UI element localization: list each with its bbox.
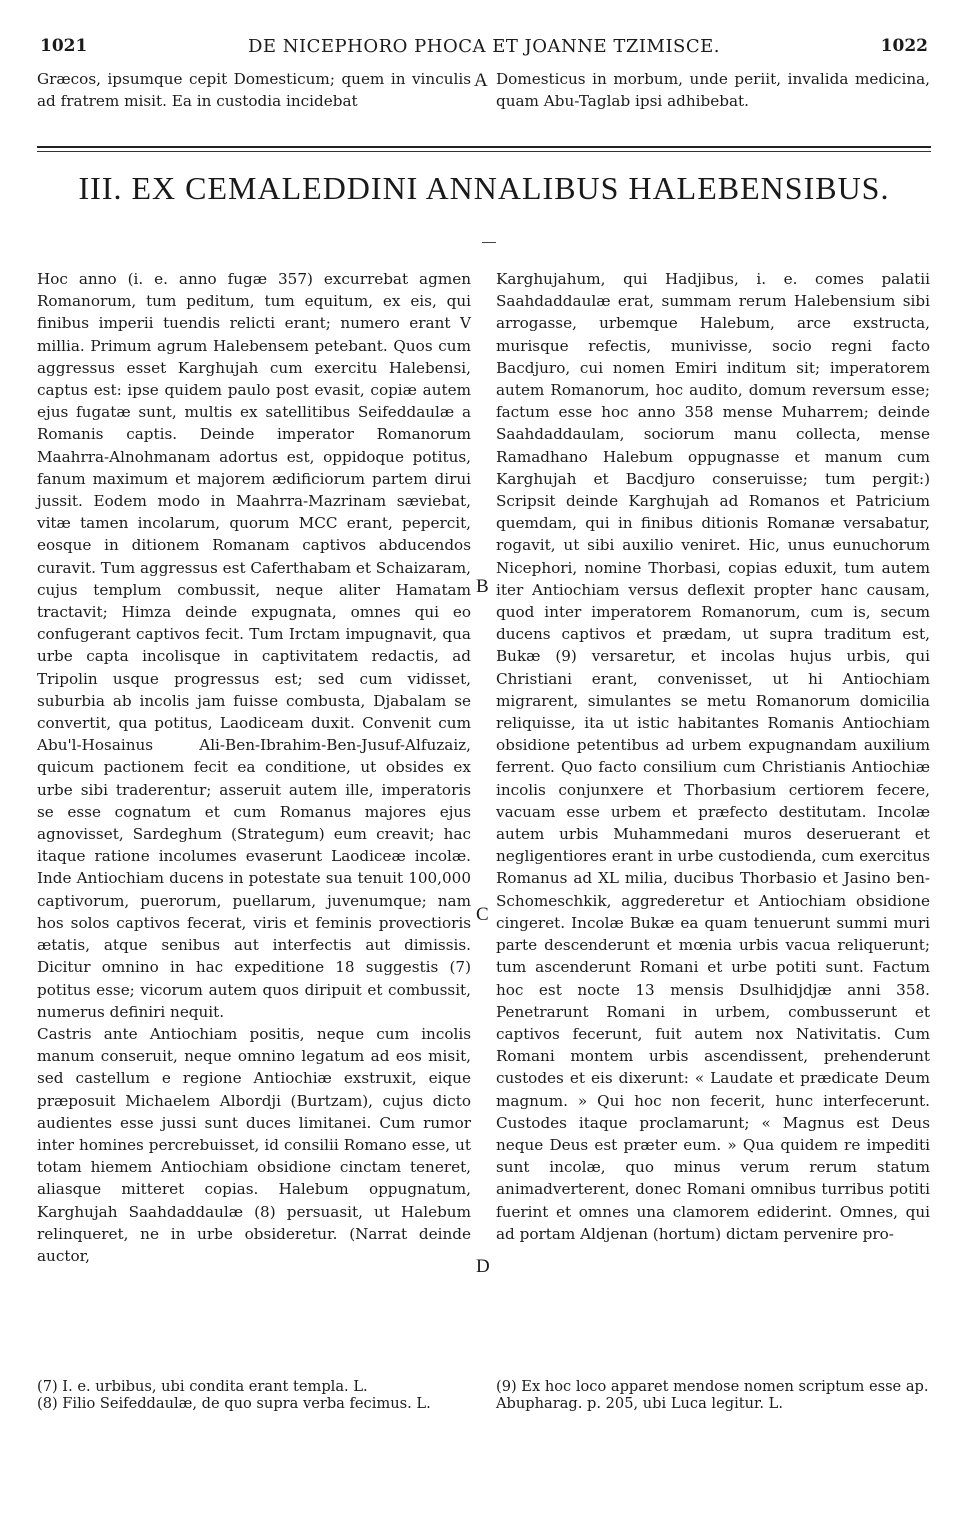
body-left-paragraph-1: Hoc anno (i. e. anno fugæ 357) excurrebat agmen Romanorum, tum peditum, tum equitum, ex eis, qui finibus imperii tuendis relicti erant; numero erant V millia. Primum agrum Halebensem petebant. Quos cum aggressus esset Karghujah cum exercitu Halebensi, captus est: ipse quidem paulo post evasit, copiæ autem ejus fugatæ sunt, multis ex satellitibus Seifeddaulæ a Romanis captis. Deinde imperator Romanorum Maahrra-Alnohmanam adortus est, oppidoque potitus, fanum maximum et majorem ædificiorum partem dirui jussit. Eodem modo in Maahrra-Mazrinam sæviebat, vitæ tamen incolarum, quorum MCC erant, pepercit, eosque in ditionem Romanam captivos abducendos curavit. Tum aggressus est Caferthabam et Schaizaram, cujus templum combussit, neque aliter Hamatam tractavit; Himza deinde expugnata, omnes qui eo confugerant captivos fecit. Tum Irctam impugnavit, qua urbe capta incolisque in captivitatem redactis, ad Tripolin usque progressus est; sed cum vidisset, suburbia ab incolis jam fuisse combusta, Djabalam se convertit, qua potitus, Laodiceam duxit. Convenit cum Abu'l-Hosainus Ali-Ben-Ibrahim-Ben-Jusuf-Alfuzaiz, quicum pactionem fecit ea conditione, ut obsides ex urbe sibi traderentur; asseruit autem ille, imperatoris se esse cognatum et cum Romanus majores ejus agnovisset, Sardeghum (Strategum) eum creavit; hac itaque ratione incolumes evaserunt Laodiceæ incolæ. Inde Antiochiam ducens in potestate sua tenuit 100,000 captivorum, puerorum, puellarum, juvenumque; nam hos solos captivos fecerat, viris et feminis provectioris ætatis, atque senibus aut interfectis aut dimissis. Dicitur omnino in hac expeditione 18 suggestis (7) potitus esse; vicorum autem quos diripuit et combussit, numerus definiri nequit.	[37, 270, 472, 1021]
footnote-9: (9) Ex hoc loco apparet mendose nomen scriptum esse ap. Abupharag. p. 205, ubi Luca legitur. L.	[496, 1378, 929, 1412]
title-dash	[482, 242, 496, 243]
top-right-paragraph	[496, 68, 930, 112]
body-right-paragraph-1: Karghujahum, qui Hadjibus, i. e. comes palatii Saahdaddaulæ erat, summam rerum Halebensium sibi arrogasse, urbemque Halebum, arce exstructa, murisque refectis, munivisse, socio regni facto Bacdjuro, cui nomen Emiri inditum sit; imperatorem autem Romanorum, hoc audito, domum reversum esse; factum esse hoc anno 358 mense Muharrem; deinde Saahdaddaulam, sociorum manu collecta, mense Ramadhano Halebum oppugnasse et manum cum Karghujah et Bacdjuro conseruisse; tum pergit:) Scripsit deinde Karghujah ad Romanos et Patricium quemdam, qui in finibus ditionis Romanæ versabatur, rogavit, ut sibi auxilio veniret. Hic, unus eunuchorum Nicephori, nomine Thorbasi, copias eduxit, tum autem iter Antiochiam versus deflexit propter hanc causam, quod inter imperatorem Romanorum, cum is, secum ducens captivos et prædam, ut supra traditum est, Bukæ (9) versaretur, et incolas hujus urbis, qui Christiani erant, convenisset, ut hi Antiochiam migrarent, simulantes se metu Romanorum domicilia reliquisse, ita ut istic habitantes Romanis Antiochiam obsidione petentibus ad urbem expugnandam auxilium ferrent. Quo facto consilium cum Christianis Antiochiæ incolis conjunxere et Thorbasium certiorem fecere, vacuam esse urbem et præfecto destitutam. Incolæ autem urbis Muhammedani muros deseruerant et negligentiores erant in urbe custodienda, cum exercitus Romanus ad XL milia, ducibus Thorbasio et Jasino ben-Schomeschkik, aggrederetur et Antiochiam obsidione cingeret. Incolæ Bukæ ea quam tenuerunt summi muri parte descenderunt et mœnia urbis vacua reliquerunt; tum ascenderunt Romani et urbe potiti sunt. Factum hoc est nocte 13 mensis Dsulhidjdjæ anni 358. Penetrarunt Romani in urbem, combusserunt et captivos fecerunt, fuit autem nox Nativitatis. Cum Romani montem urbis ascendissent, prehenderunt custodes et eis dixerunt: « Laudate et prædicate Deum magnum. » Qui hoc non fecerit, hunc interfecerunt. Custodes itaque proclamarunt; « Magnus est Deus neque Deus est præter eum. » Qua quidem re impediti sunt incolæ, quo minus verum rerum statum animadverterent, donec Romani omnibus turribus potiti fuerint et omnes una clamorem ediderint. Omnes, qui ad portam Aldjenan (hortum) dictam pervenire pro-	[496, 270, 930, 1243]
top-left-text: Græcos, ipsumque cepit Domesticum; quem in vinculis ad fratrem misit. Ea in custodia incidebat	[37, 70, 471, 111]
margin-letter-c: C	[476, 904, 489, 925]
margin-letter-d: D	[476, 1256, 490, 1277]
body-left-column	[37, 268, 471, 1267]
page-number-right: 1022	[880, 36, 928, 56]
body-left-paragraph-2: Castris ante Antiochiam positis, neque cum incolis manum conseruit, neque omnino legatum ad eos misit, sed castellum e regione Antiochiæ exstruxit, eique præposuit Michaelem Albordji (Burtzam), cujus dicto audientes esse jussi sunt duces limitanei. Cum rumor inter homines percrebuisset, id consilii Romano esse, ut totam hiemem Antiochiam obsidione cinctam teneret, aliasque mitteret copias. Halebum oppugnatum, Karghujah Saahdaddaulæ (8) persuasit, ut Halebum relinqueret, ne in urbe obsideretur. (Narrat deinde auctor,	[37, 1024, 471, 1265]
section-title: III. EX CEMALEDDINI ANNALIBUS HALEBENSIBUS.	[78, 170, 890, 206]
footnote-8: (8) Filio Seifeddaulæ, de quo supra verba fecimus. L.	[37, 1395, 431, 1412]
margin-letter-b: B	[476, 576, 489, 597]
section-rule-thick	[37, 146, 931, 148]
top-left-paragraph	[37, 68, 471, 112]
running-title: DE NICEPHORO PHOCA ET JOANNE TZIMISCE.	[247, 36, 721, 57]
footnote-7: (7) I. e. urbibus, ubi condita erant templa. L.	[37, 1378, 368, 1395]
section-rule-thin	[37, 151, 931, 152]
page-number-left: 1021	[40, 36, 88, 56]
running-head	[40, 36, 928, 60]
top-right-text: Domesticus in morbum, unde periit, invalida medicina, quam Abu-Taglab ipsi adhibebat.	[496, 70, 930, 111]
footnotes-right	[496, 1378, 930, 1412]
margin-letter-a: A	[474, 70, 488, 91]
footnotes-left	[37, 1378, 471, 1412]
body-right-column	[496, 268, 930, 1245]
